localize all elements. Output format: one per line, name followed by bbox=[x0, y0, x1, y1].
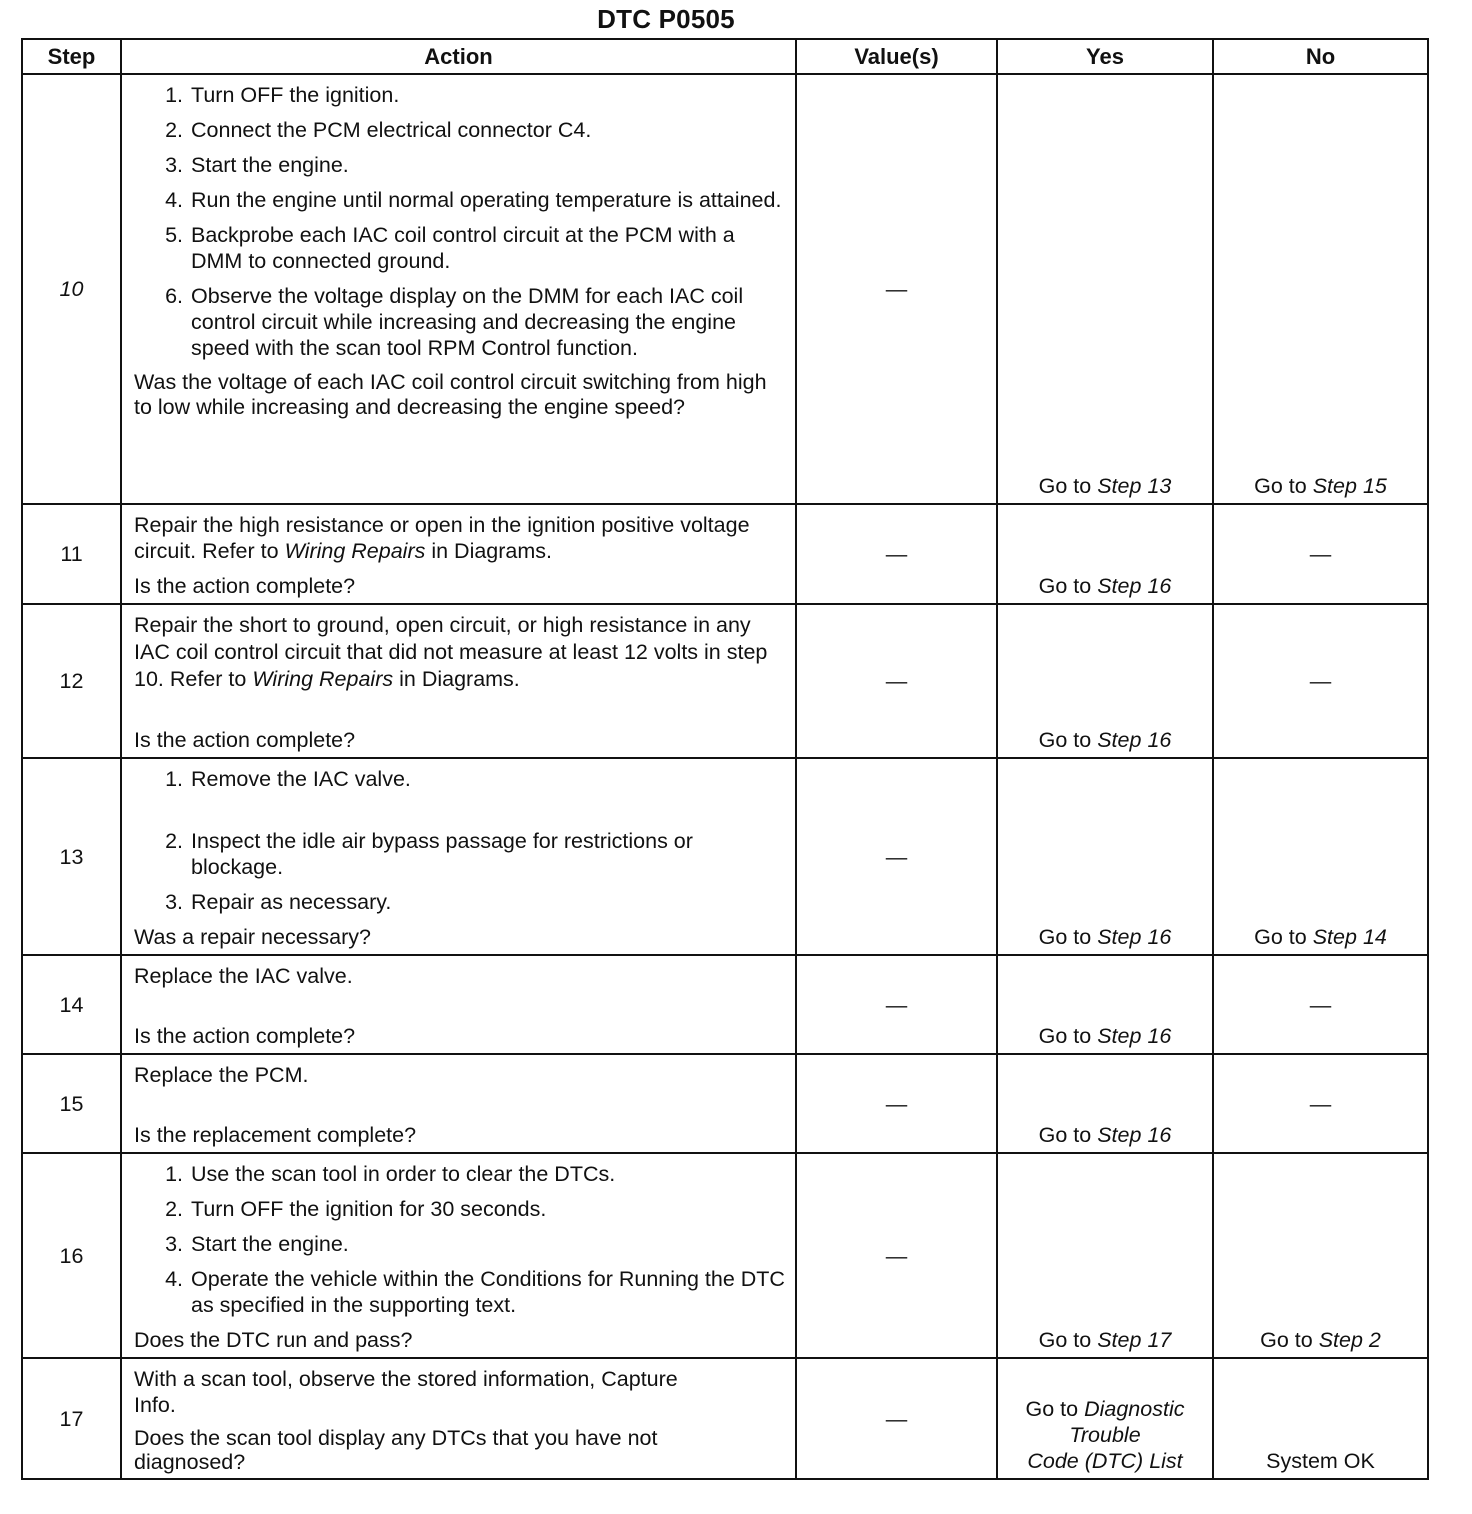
step-ref[interactable]: Step 15 bbox=[1312, 474, 1387, 498]
step-number: 15 bbox=[22, 1054, 121, 1153]
action-step: 3. Start the engine. bbox=[189, 1231, 785, 1257]
action-text: Replace the IAC valve. bbox=[134, 964, 353, 988]
action-cell bbox=[121, 1054, 796, 1153]
table-row bbox=[22, 504, 1428, 604]
step-number: 10 bbox=[22, 74, 121, 504]
table-row bbox=[22, 1153, 1428, 1358]
step-number: 14 bbox=[22, 955, 121, 1054]
action-question: Is the action complete? bbox=[134, 1024, 356, 1048]
step-ref[interactable]: Step 16 bbox=[1097, 728, 1172, 752]
action-step: 1. Use the scan tool in order to clear the DTCs. bbox=[189, 1161, 785, 1187]
action-step: 2. Turn OFF the ignition for 30 seconds. bbox=[189, 1196, 785, 1222]
step-ref[interactable]: Step 16 bbox=[1097, 574, 1172, 598]
table-row bbox=[22, 955, 1428, 1054]
action-question: Is the replacement complete? bbox=[134, 1123, 417, 1147]
step-ref[interactable]: Step 16 bbox=[1097, 1024, 1172, 1048]
value-cell: — bbox=[796, 1358, 997, 1479]
action-text: Replace the PCM. bbox=[134, 1063, 309, 1087]
value-cell: — bbox=[796, 604, 997, 758]
diagnostic-table bbox=[21, 38, 1429, 1480]
step-number: 17 bbox=[22, 1358, 121, 1479]
step-number: 12 bbox=[22, 604, 121, 758]
action-step: 5. Backprobe each IAC coil control circuit at the PCM with a DMM to connected ground. bbox=[189, 222, 785, 274]
action-cell bbox=[121, 955, 796, 1054]
dtc-list-link[interactable]: Trouble bbox=[1069, 1423, 1141, 1447]
action-steps bbox=[134, 82, 785, 361]
header-yes: Yes bbox=[997, 39, 1213, 74]
step-ref[interactable]: Step 17 bbox=[1097, 1328, 1172, 1352]
header-action: Action bbox=[121, 39, 796, 74]
yes-cell: Go to Step 16 bbox=[997, 758, 1213, 955]
action-steps bbox=[134, 766, 785, 915]
yes-cell: Go to Diagnostic Trouble Code (DTC) List bbox=[997, 1358, 1213, 1479]
no-cell: — bbox=[1213, 504, 1428, 604]
yes-cell: Go to Step 16 bbox=[997, 604, 1213, 758]
value-cell: — bbox=[796, 1054, 997, 1153]
table-row bbox=[22, 758, 1428, 955]
action-question: Does the DTC run and pass? bbox=[134, 1328, 413, 1352]
yes-cell: Go to Step 16 bbox=[997, 955, 1213, 1054]
action-cell bbox=[121, 1153, 796, 1358]
no-cell: — bbox=[1213, 955, 1428, 1054]
table-row bbox=[22, 1358, 1428, 1479]
action-cell bbox=[121, 74, 796, 504]
step-ref[interactable]: Step 14 bbox=[1312, 925, 1387, 949]
action-step: 4. Operate the vehicle within the Conditions for Running the DTC as specified in the supporting text. bbox=[189, 1266, 785, 1318]
action-step: 6. Observe the voltage display on the DMM for each IAC coil control circuit while increasing and decreasing the engine speed with the scan tool RPM Control function. bbox=[189, 283, 785, 361]
no-cell: — bbox=[1213, 604, 1428, 758]
action-steps bbox=[134, 1161, 785, 1318]
action-step: 2. Inspect the idle air bypass passage for restrictions or blockage. bbox=[189, 828, 785, 880]
header-row bbox=[22, 39, 1428, 74]
value-cell: — bbox=[796, 1153, 997, 1358]
no-cell: — bbox=[1213, 1054, 1428, 1153]
yes-cell: Go to Step 16 bbox=[997, 504, 1213, 604]
action-question: Is the action complete? bbox=[134, 728, 356, 752]
value-cell: — bbox=[796, 504, 997, 604]
action-question: Is the action complete? bbox=[134, 574, 356, 598]
step-number: 16 bbox=[22, 1153, 121, 1358]
table-row bbox=[22, 604, 1428, 758]
action-cell bbox=[121, 504, 796, 604]
step-number: 11 bbox=[22, 504, 121, 604]
action-step: 1. Remove the IAC valve. bbox=[189, 766, 785, 792]
no-cell: System OK bbox=[1213, 1358, 1428, 1479]
page-title: DTC P0505 bbox=[597, 4, 735, 34]
action-cell bbox=[121, 758, 796, 955]
no-cell: Go to Step 14 bbox=[1213, 758, 1428, 955]
yes-cell: Go to Step 17 bbox=[997, 1153, 1213, 1358]
step-number: 13 bbox=[22, 758, 121, 955]
no-cell bbox=[1213, 74, 1428, 504]
value-cell: — bbox=[796, 955, 997, 1054]
action-question: Was the voltage of each IAC coil control circuit switching from high to low while increasing and decreasing the engine speed? bbox=[134, 370, 767, 419]
wiring-repairs-link[interactable]: Wiring Repairs bbox=[284, 539, 426, 563]
value-cell: — bbox=[796, 74, 997, 504]
action-question: Was a repair necessary? bbox=[134, 925, 371, 949]
action-cell bbox=[121, 604, 796, 758]
action-step: 3. Repair as necessary. bbox=[189, 889, 785, 915]
step-ref[interactable]: Step 2 bbox=[1318, 1328, 1381, 1352]
goto-text: Go to bbox=[1254, 474, 1307, 498]
action-step: 2. Connect the PCM electrical connector C4. bbox=[189, 117, 785, 143]
action-text: Repair the high resistance or open in the ignition positive voltage circuit. Refer to Wiring Repairs in Diagrams. bbox=[134, 513, 750, 563]
table-row bbox=[22, 74, 1428, 504]
action-step: 3. Start the engine. bbox=[189, 152, 785, 178]
step-ref[interactable]: Step 16 bbox=[1097, 925, 1172, 949]
wiring-repairs-link[interactable]: Wiring Repairs bbox=[252, 667, 394, 691]
step-ref[interactable]: Step 13 bbox=[1097, 474, 1172, 498]
table-row bbox=[22, 1054, 1428, 1153]
action-cell bbox=[121, 1358, 796, 1479]
dtc-list-link[interactable]: Diagnostic bbox=[1084, 1397, 1185, 1421]
value-cell: — bbox=[796, 758, 997, 955]
action-step: 4. Run the engine until normal operating temperature is attained. bbox=[189, 187, 785, 213]
action-text: With a scan tool, observe the stored information, Capture Info. bbox=[134, 1367, 678, 1417]
dtc-list-link[interactable]: Code (DTC) List bbox=[1027, 1449, 1183, 1473]
header-no: No bbox=[1213, 39, 1428, 74]
action-step: 1. Turn OFF the ignition. bbox=[189, 82, 785, 108]
action-text: Repair the short to ground, open circuit, or high resistance in any IAC coil control circuit that did not measure at least 12 volts in step 10. Refer to Wiring Repairs in Diagrams. bbox=[134, 613, 768, 691]
header-step: Step bbox=[22, 39, 121, 74]
step-ref[interactable]: Step 16 bbox=[1097, 1123, 1172, 1147]
yes-cell: Go to Step 16 bbox=[997, 1054, 1213, 1153]
no-cell: Go to Step 2 bbox=[1213, 1153, 1428, 1358]
header-values: Value(s) bbox=[796, 39, 997, 74]
goto-text: Go to bbox=[1038, 474, 1092, 498]
action-question: Does the scan tool display any DTCs that you have not diagnosed? bbox=[134, 1426, 658, 1474]
yes-cell bbox=[997, 74, 1213, 504]
